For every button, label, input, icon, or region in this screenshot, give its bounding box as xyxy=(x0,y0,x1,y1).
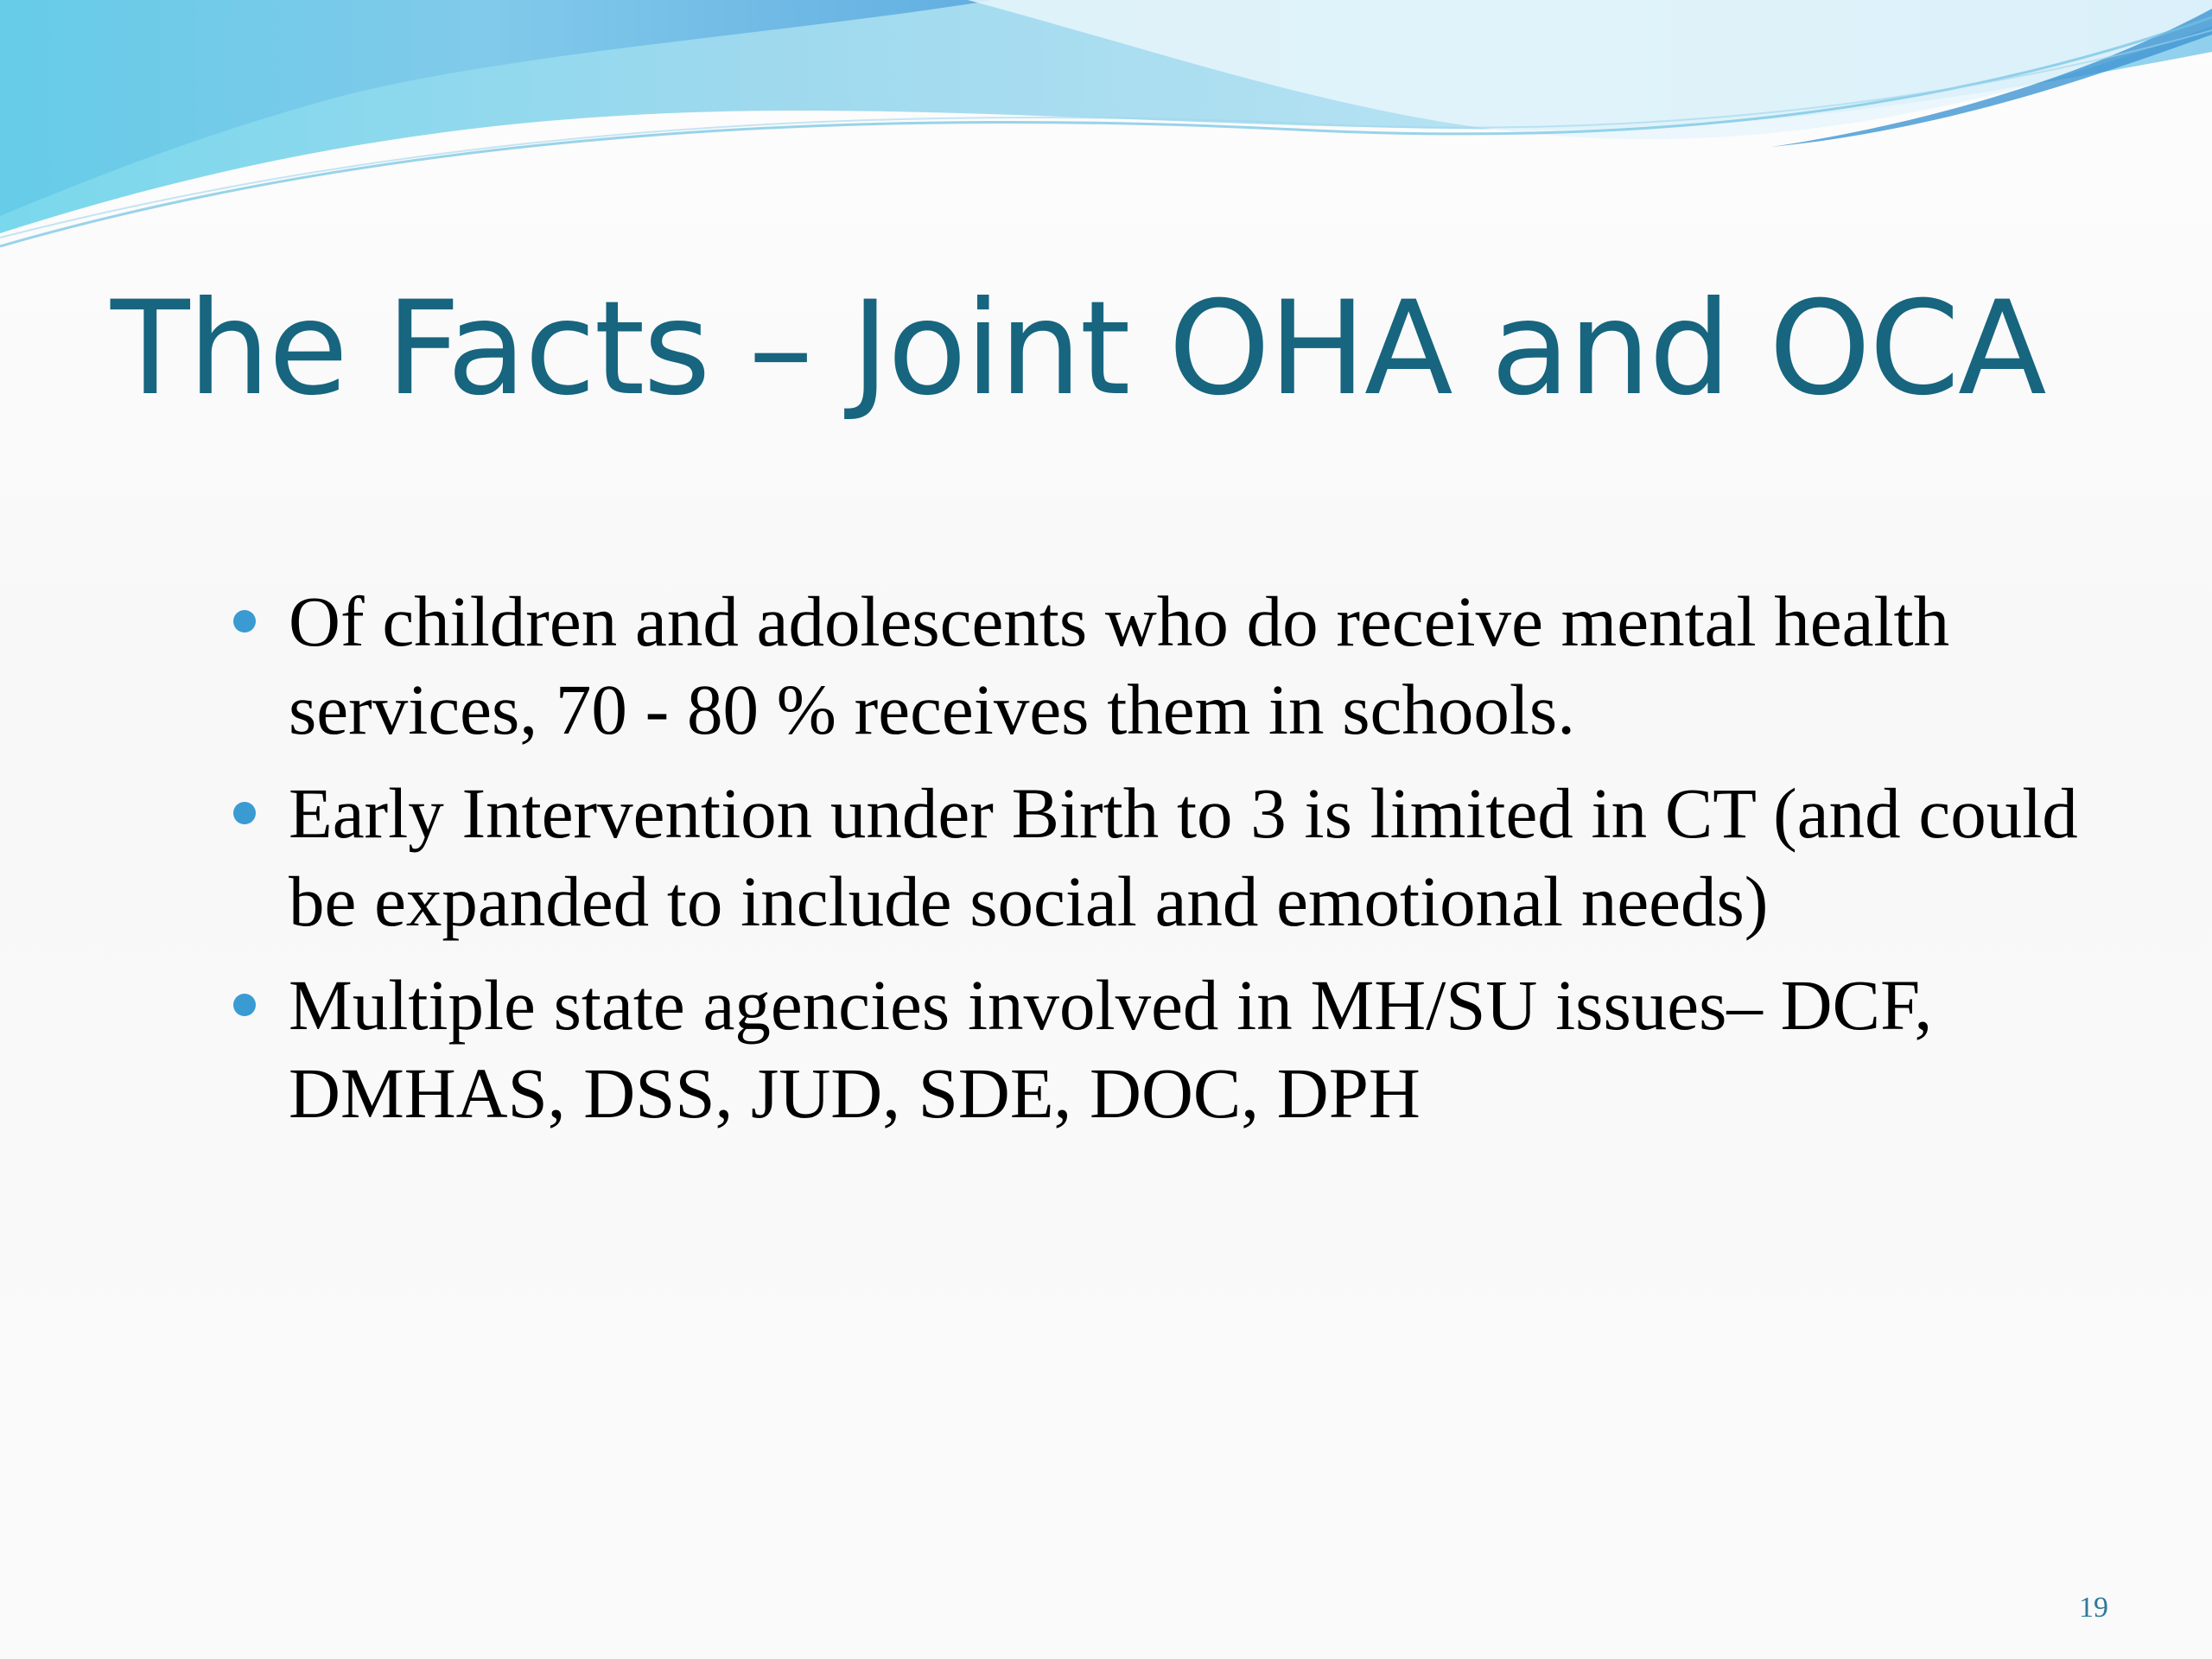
bullet-dot-icon xyxy=(233,610,256,632)
bullet-item xyxy=(226,577,2110,753)
bullet-text: Of children and adolescents who do receive mental health services, 70 - 80 % receives them in schools. xyxy=(289,582,1950,749)
bullet-item xyxy=(226,961,2110,1137)
bullet-item xyxy=(226,769,2110,945)
bullet-text: Early Intervention under Birth to 3 is limited in CT (and could be expanded to include social and emotional needs) xyxy=(289,773,2078,941)
page-number: 19 xyxy=(2079,1592,2108,1624)
bullet-dot-icon xyxy=(233,802,256,824)
bullet-dot-icon xyxy=(233,994,256,1016)
bullet-text: Multiple state agencies involved in MH/SU issues– DCF, DMHAS, DSS, JUD, SDE, DOC, DPH xyxy=(289,965,1933,1133)
bullet-list xyxy=(226,577,2110,1153)
header-wave-decoration xyxy=(0,0,2212,259)
slide-title: The Facts – Joint OHA and OCA xyxy=(111,274,2045,424)
